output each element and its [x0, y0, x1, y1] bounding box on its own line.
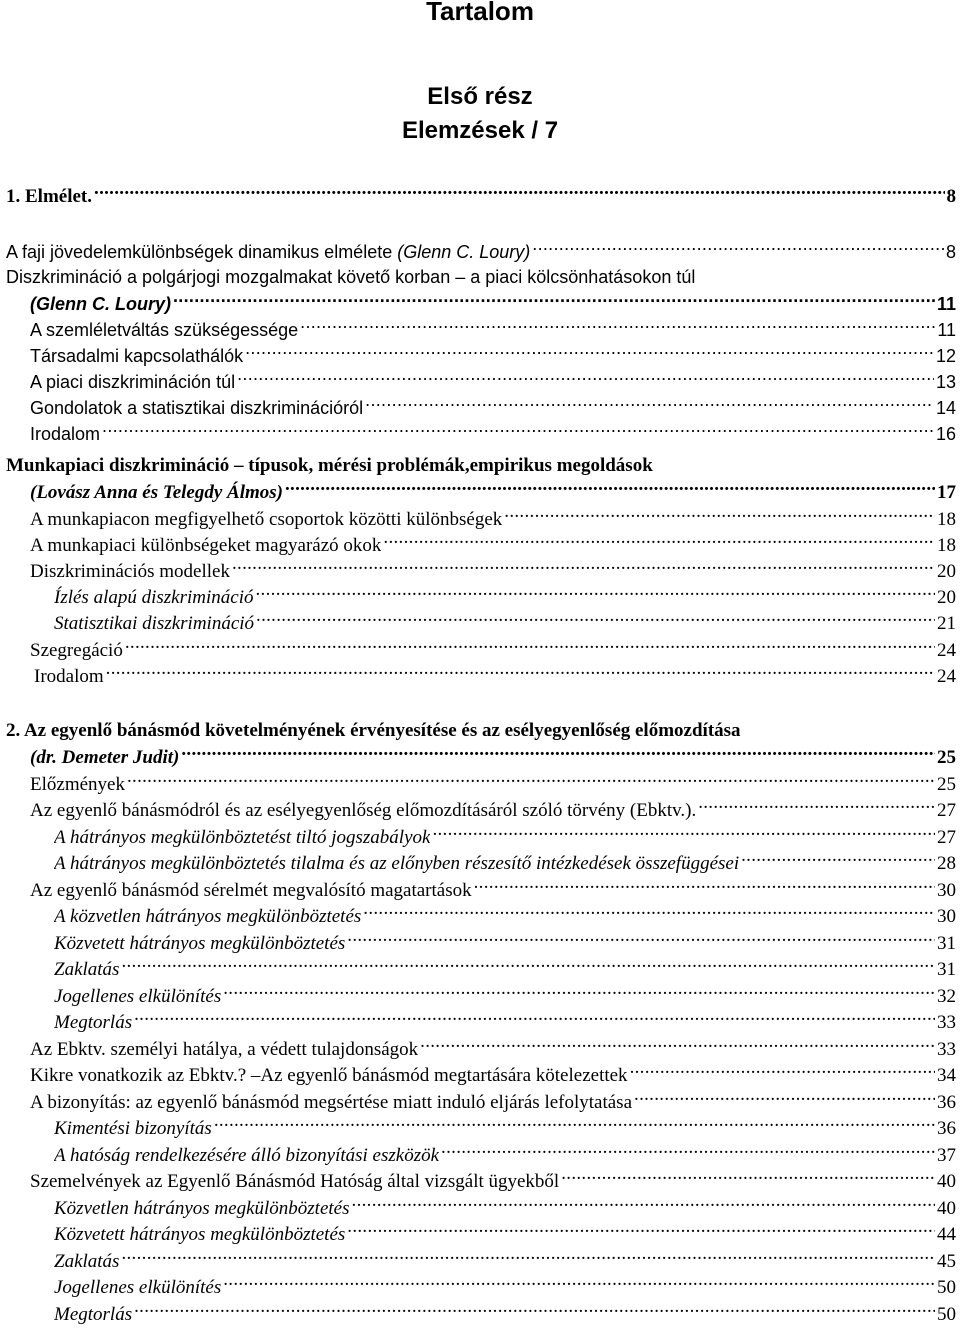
dot-leader: [223, 1273, 935, 1293]
toc-page-number: 45: [937, 1251, 956, 1272]
dot-leader: [256, 609, 935, 629]
dot-leader: [347, 1220, 935, 1240]
toc-entry-title: [30, 1089, 632, 1116]
toc-page-number: 34: [937, 1065, 956, 1086]
toc-page-number: 12: [935, 346, 956, 366]
toc-entry[interactable]: [30, 876, 956, 903]
toc-page-number: 40: [937, 1198, 956, 1219]
toc-entry[interactable]: [54, 1114, 956, 1141]
toc-entry-title: [30, 395, 363, 422]
toc-entry[interactable]: [30, 636, 956, 663]
dot-leader: [383, 531, 935, 551]
toc-page-number: 31: [937, 933, 956, 954]
toc-entry-title-text: Közvetett hátrányos megkülönböztetés: [54, 933, 346, 954]
dot-leader: [94, 182, 944, 202]
toc-entry[interactable]: [30, 290, 956, 317]
toc-entry[interactable]: [30, 505, 956, 532]
toc-page-number: 37: [937, 1145, 956, 1166]
toc-entry-title: [6, 717, 741, 744]
toc-entry[interactable]: [54, 583, 956, 610]
toc-entry-title-text: A hatóság rendelkezésére álló bizonyítási eszközök: [54, 1145, 440, 1166]
dot-leader: [173, 290, 935, 310]
toc-entry-title-text: A munkapiaci különbségeket magyarázó okok: [30, 535, 382, 556]
toc-page-number: 36: [937, 1118, 956, 1139]
toc-entry[interactable]: [30, 478, 956, 505]
dot-leader: [634, 1088, 935, 1108]
toc-page-number: 18: [937, 535, 956, 556]
toc-entry-title-text: Irodalom: [30, 424, 101, 444]
toc-entry-title-text: Szemelvények az Egyenlő Bánásmód Hatóság által vizsgált ügyekből: [30, 1171, 560, 1192]
toc-entry-title-text: A hátrányos megkülönböztetés tilalma és az előnyben részesítő intézkedések összefüggései: [54, 853, 740, 874]
toc-entry-title: [30, 421, 100, 448]
dot-leader: [561, 1167, 935, 1187]
toc-entry-title-text: Diszkrimináció a polgárjogi mozgalmakat követő korban – a piaci kölcsönhatásokon túl: [6, 267, 696, 287]
toc-page-number: 33: [937, 1039, 956, 1060]
dot-leader: [127, 770, 935, 790]
toc-entry-title: [54, 1009, 132, 1036]
toc-entry-title: [54, 903, 361, 930]
toc-entry-title-text: Ízlés alapú diszkrimináció: [54, 587, 254, 608]
page-title: Tartalom: [426, 0, 534, 26]
toc-entry-title-text: Az egyenlő bánásmódról és az esélyegyenlőség előmozdításáról szóló törvény (Ebktv.).: [30, 800, 697, 821]
toc-entry[interactable]: [54, 609, 956, 636]
toc-entry-title-text: Munkapiaci diszkrimináció – típusok, mérési problémák,empirikus megoldások: [6, 455, 653, 476]
dot-leader: [102, 420, 934, 440]
dot-leader: [214, 1114, 935, 1134]
toc-entry[interactable]: [30, 770, 956, 797]
dot-leader: [134, 1300, 935, 1320]
toc-entry[interactable]: [30, 420, 956, 447]
toc-page-number: 16: [935, 424, 956, 444]
dot-leader: [256, 583, 936, 603]
toc-entry[interactable]: [54, 1300, 956, 1327]
toc-entry-title-text: Megtorlás: [54, 1304, 133, 1325]
toc-entry-title-text: A faji jövedelemkülönbségek dinamikus elmélete: [6, 242, 398, 262]
toc-entry-title: [54, 610, 254, 637]
toc-entry-title-text: 2. Az egyenlő bánásmód követelményének érvényesítése és az esélyegyenlőség előmozdítása: [6, 720, 741, 741]
dot-leader: [365, 394, 934, 414]
toc-page-number: 18: [937, 509, 956, 530]
toc-page-number: 33: [937, 1012, 956, 1033]
dot-leader: [106, 662, 935, 682]
toc-page-number: 25: [937, 747, 956, 768]
toc-entry-title-text: A piaci diszkrimináción túl: [30, 372, 236, 392]
toc-page-number: 27: [937, 800, 956, 821]
toc-entry-title: [54, 1195, 350, 1222]
toc-page-number: 21: [937, 613, 956, 634]
toc-entry-title: [30, 877, 472, 904]
toc-entry[interactable]: [54, 1008, 956, 1035]
toc-entry[interactable]: [30, 531, 956, 558]
dot-leader: [121, 955, 935, 975]
toc-entry-title: [30, 1062, 628, 1089]
dot-leader: [347, 929, 935, 949]
toc-page-number: 50: [937, 1304, 956, 1325]
toc-entry-title: [6, 239, 530, 266]
toc-entry-title: [54, 1115, 212, 1142]
toc-entry-author: (dr. Demeter Judit): [30, 747, 180, 768]
toc-entry[interactable]: [30, 796, 956, 823]
toc-entry-title: [6, 452, 653, 479]
dot-leader: [300, 316, 935, 336]
part-heading: Első rész: [427, 83, 533, 110]
toc-entry-title-text: Statisztikai diszkrimináció: [54, 613, 255, 634]
dot-leader: [474, 876, 935, 896]
toc-entry[interactable]: [30, 1167, 956, 1194]
toc-entry[interactable]: [30, 1035, 956, 1062]
dot-leader: [134, 1008, 935, 1028]
toc-entry[interactable]: [6, 452, 956, 479]
toc-entry-title-text: Zaklatás: [54, 959, 120, 980]
toc-entry-title: [30, 291, 171, 318]
toc-entry-title: [30, 343, 243, 370]
toc-entry-title-text: Zaklatás: [54, 1251, 120, 1272]
toc-entry-title-text: Közvetlen hátrányos megkülönböztetés: [54, 1198, 350, 1219]
toc-entry[interactable]: [54, 1194, 956, 1221]
toc-page-number: 20: [937, 587, 956, 608]
dot-leader: [232, 557, 935, 577]
dot-leader: [441, 1141, 935, 1161]
toc-page-number: 31: [937, 959, 956, 980]
toc-entry[interactable]: [30, 316, 956, 343]
toc-entry[interactable]: [34, 662, 956, 689]
toc-entry-title-text: Gondolatok a statisztikai diszkriminációról: [30, 398, 364, 418]
toc-entry[interactable]: [54, 1220, 956, 1247]
toc-page-number: 11: [937, 320, 956, 340]
toc-entry-title: [30, 317, 298, 344]
toc-entry[interactable]: [54, 982, 956, 1009]
toc-page-number: 11: [936, 294, 956, 314]
toc-entry-title-text: Kimentési bizonyítás: [54, 1118, 212, 1139]
toc-page-number: 50: [937, 1277, 956, 1298]
toc-page-number: 28: [937, 853, 956, 874]
dot-leader: [741, 849, 935, 869]
toc-entry-title-text: Diszkriminációs modellek: [30, 561, 230, 582]
toc-entry-title: [54, 1221, 345, 1248]
toc-entry-title-text: A bizonyítás: az egyenlő bánásmód megsértése miatt induló eljárás lefolytatása: [30, 1092, 633, 1113]
toc-entry-title-text: Irodalom: [34, 666, 104, 687]
toc-entry-title: [54, 850, 739, 877]
toc-entry[interactable]: [30, 1061, 956, 1088]
toc-page-number: 24: [937, 640, 956, 661]
toc-entry-title-text: Megtorlás: [54, 1012, 133, 1033]
toc-page-number: 13: [935, 372, 956, 392]
toc-entry-title: [30, 479, 283, 506]
toc-entry[interactable]: [6, 238, 956, 265]
dot-leader: [532, 238, 944, 258]
toc-entry-title: [54, 1142, 439, 1169]
dot-leader: [121, 1247, 935, 1267]
toc-entry[interactable]: [30, 743, 956, 770]
dot-leader: [504, 505, 935, 525]
toc-entry-title: [30, 1036, 418, 1063]
toc-page-number: 25: [937, 774, 956, 795]
toc-page-number: 32: [937, 986, 956, 1007]
toc-page-number: 36: [937, 1092, 956, 1113]
toc-entry-title-text: A hátrányos megkülönböztetést tiltó jogszabályok: [54, 827, 431, 848]
dot-leader: [363, 902, 935, 922]
toc-entry-title: [54, 1248, 119, 1275]
toc-entry-title: [6, 264, 695, 291]
toc-page-number: 20: [937, 561, 956, 582]
toc-page-number: 27: [937, 827, 956, 848]
toc-entry-author: (Glenn C. Loury): [30, 294, 171, 314]
toc-entry-title: [54, 824, 430, 851]
toc-entry-title: [6, 183, 92, 210]
toc-entry-title: [30, 744, 179, 771]
toc-page-number: 30: [937, 880, 956, 901]
toc-entry[interactable]: [6, 264, 956, 291]
toc-entry-title: [30, 532, 381, 559]
toc-entry-title-text: A szemléletváltás szükségessége: [30, 320, 299, 340]
toc-entry-author: (Glenn C. Loury): [397, 242, 531, 262]
toc-entry-title: [30, 797, 696, 824]
toc-page-number: 40: [937, 1171, 956, 1192]
dot-leader: [223, 982, 935, 1002]
toc-entry[interactable]: [30, 1088, 956, 1115]
toc-entry-author: (Lovász Anna és Telegdy Álmos): [30, 482, 283, 503]
toc-entry-title-text: Előzmények: [30, 774, 125, 795]
toc-entry-title: [54, 584, 254, 611]
toc-entry-title: [30, 558, 230, 585]
toc-entry-title-text: Közvetett hátrányos megkülönböztetés: [54, 1224, 346, 1245]
toc-entry[interactable]: [54, 902, 956, 929]
toc-entry-title-text: Az egyenlő bánásmód sérelmét megvalósító magatartások: [30, 880, 472, 901]
toc-entry-title: [30, 771, 125, 798]
toc-entry-title-text: A munkapiacon megfigyelhető csoportok közötti különbségek: [30, 509, 503, 530]
toc-entry[interactable]: [30, 342, 956, 369]
toc-entry[interactable]: [54, 849, 956, 876]
toc-entry[interactable]: [30, 368, 956, 395]
toc-entry-title: [30, 637, 123, 664]
toc-page-number: 44: [937, 1224, 956, 1245]
toc-entry-title-text: 1. Elmélet.: [6, 186, 93, 207]
toc-entry[interactable]: [6, 182, 956, 209]
part-subheading: Elemzések / 7: [401, 117, 559, 144]
toc-entry-title-text: Kikre vonatkozik az Ebktv.? –Az egyenlő bánásmód megtartására kötelezettek: [30, 1065, 628, 1086]
toc-entry[interactable]: [54, 823, 956, 850]
toc-entry-title-text: A közvetlen hátrányos megkülönböztetés: [54, 906, 362, 927]
toc-page-number: 17: [937, 482, 956, 503]
toc-entry[interactable]: [54, 1273, 956, 1300]
toc-page-number: 14: [935, 398, 956, 418]
toc-entry-title: [30, 369, 235, 396]
toc-page-number: 8: [945, 242, 956, 262]
toc-entry-title: [34, 663, 104, 690]
toc-entry-title: [30, 1168, 559, 1195]
toc-entry[interactable]: [54, 1247, 956, 1274]
toc-entry[interactable]: [30, 557, 956, 584]
dot-leader: [420, 1035, 935, 1055]
toc-entry-title-text: Az Ebktv. személyi hatálya, a védett tulajdonságok: [30, 1039, 419, 1060]
toc-page-number: 24: [937, 666, 956, 687]
dot-leader: [181, 743, 935, 763]
dot-leader: [630, 1061, 935, 1081]
dot-leader: [432, 823, 935, 843]
dot-leader: [285, 478, 935, 498]
dot-leader: [237, 368, 934, 388]
toc-entry-title-text: Jogellenes elkülönítés: [54, 1277, 222, 1298]
toc-entry-title: [30, 506, 502, 533]
toc-entry-title-text: Jogellenes elkülönítés: [54, 986, 222, 1007]
toc-entry[interactable]: [30, 394, 956, 421]
dot-leader: [352, 1194, 935, 1214]
toc-entry[interactable]: [54, 955, 956, 982]
toc-entry[interactable]: [54, 1141, 956, 1168]
toc-page-number: 8: [946, 186, 956, 207]
toc-entry-title-text: Társadalmi kapcsolathálók: [30, 346, 244, 366]
dot-leader: [698, 796, 935, 816]
toc-entry-title-text: Szegregáció: [30, 640, 123, 661]
toc-page-number: 30: [937, 906, 956, 927]
dot-leader: [245, 342, 934, 362]
toc-entry-title: [54, 1274, 221, 1301]
dot-leader: [125, 636, 935, 656]
toc-entry[interactable]: [54, 929, 956, 956]
toc-entry-title: [54, 930, 345, 957]
toc-entry-title: [54, 956, 119, 983]
toc-entry[interactable]: [6, 717, 956, 744]
toc-entry-title: [54, 1301, 132, 1328]
toc-entry-title: [54, 983, 221, 1010]
